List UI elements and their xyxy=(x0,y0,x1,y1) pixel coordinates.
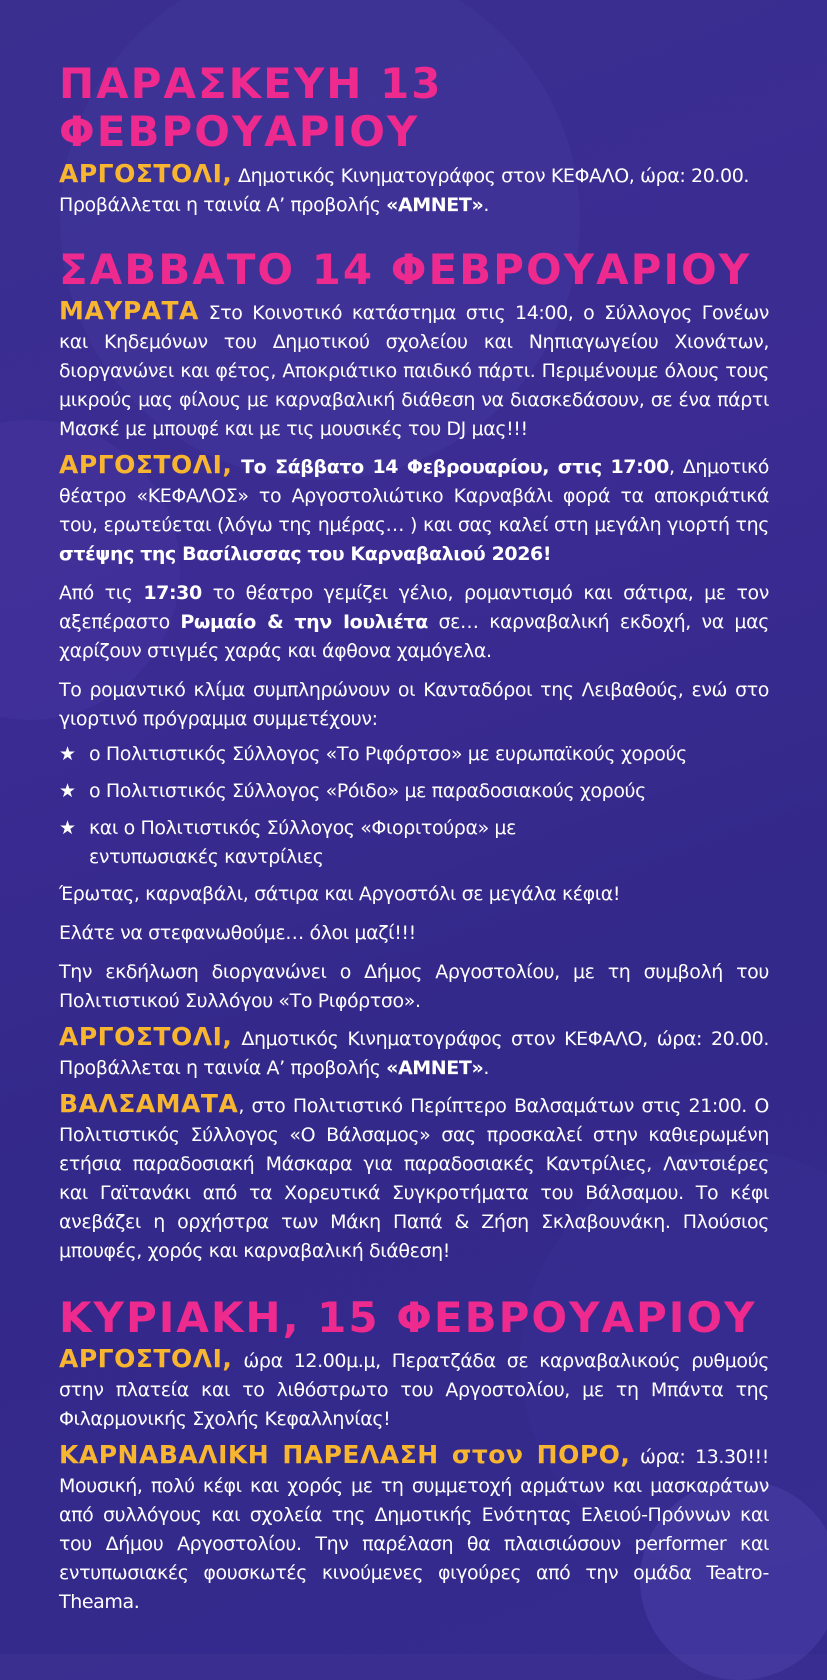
event-text: Δημοτικός Κινηματογράφος στον ΚΕΦΑΛΟ, ώρα: 20.00. Προβάλλεται η ταινία Α’ προβολής xyxy=(59,164,750,216)
day-title: ΣΑΒΒΑΤΟ 14 ΦΕΒΡΟΥΑΡΙΟΥ xyxy=(59,244,752,294)
star-icon: ★ xyxy=(59,816,76,839)
event-mavrata xyxy=(59,296,769,444)
program-page xyxy=(59,60,769,1617)
event-location: ΜΑΥΡΑΤΑ xyxy=(59,295,199,325)
event-datetime: Το Σάββατο 14 Φεβρουαρίου, στις 17:00 xyxy=(232,455,669,478)
event-location: ΚΑΡΝΑΒΑΛΙΚΗ ΠΑΡΕΛΑΣΗ στον ΠΟΡΟ, xyxy=(59,1440,631,1470)
event-text: , Δημοτικό θέατρο «ΚΕΦΑΛΟΣ» το Αργοστολιώτικο Καρναβάλι φορά τα αποκριάτικά του, ερωτεύεται (λόγω της ημέρας… ) και σας καλεί στη μεγάλη γιορτή της xyxy=(59,455,769,536)
text: Από τις xyxy=(59,581,144,604)
event-argostoli-peratzada xyxy=(59,1344,769,1434)
event-argostoli-cinema xyxy=(59,1022,769,1083)
time: 17:30 xyxy=(143,581,202,604)
participant-text: και ο Πολιτιστικός Σύλλογος «Φιοριτούρα» με εντυπωσιακές καντρίλιες xyxy=(89,816,516,868)
event-text: ώρα 12.00μ.μ, Περατζάδα σε καρναβαλικούς ρυθμούς στην πλατεία και το λιθόστρωτο του Αργοστολίου, με τη Μπάντα της Φιλαρμονικής Σχολής Κεφαλληνίας! xyxy=(59,1350,769,1431)
movie-title: «ΑΜΝΕΤ» xyxy=(386,193,484,216)
day-section-sunday xyxy=(59,1294,769,1617)
event-poros-parade xyxy=(59,1440,769,1617)
text: το θέατρο γεμίζει γέλιο, ρομαντισμό και σάτιρα, με τον αξεπέραστο xyxy=(59,581,769,633)
paragraph-come: Ελάτε να στεφανωθούμε… όλοι μαζί!!! xyxy=(59,921,416,944)
paragraph-love: Έρωτας, καρναβάλι, σάτιρα και Αργοστόλι σε μεγάλα κέφια! xyxy=(59,882,621,905)
list-item xyxy=(59,777,769,806)
event-argostoli-theatre xyxy=(59,450,769,569)
list-item xyxy=(59,740,769,769)
event-text-end: . xyxy=(483,193,489,216)
star-icon: ★ xyxy=(59,779,76,802)
event-location: ΑΡΓΟΣΤΟΛΙ, xyxy=(59,1344,233,1374)
event-location: ΑΡΓΟΣΤΟΛΙ, xyxy=(59,449,233,479)
event-location: ΑΡΓΟΣΤΟΛΙ, xyxy=(59,1021,233,1051)
event-location: ΒΑΛΣΑΜΑΤΑ xyxy=(59,1088,239,1118)
paragraph-organizer: Την εκδήλωση διοργανώνει ο Δήμος Αργοστολίου, με τη συμβολή του Πολιτιστικού Συλλόγου «Το Ριφόρτσο». xyxy=(59,960,769,1012)
event-argostoli-cinema xyxy=(59,159,769,220)
event-text: , στο Πολιτιστικό Περίπτερο Βαλσαμάτων στις 21:00. Ο Πολιτιστικός Σύλλογος «Ο Βάλσαμος» σας προσκαλεί στην καθιερωμένη ετήσια παραδοσιακή Μάσκαρα για παραδοσιακές Καντρίλιες, Λαντσιέρες και Γαϊτανάκι από τα Χορευτικά Συγκροτήματα του Βάλσαμου. Το κέφι ανεβάζει η ορχήστρα των Μάκη Παπά & Ζήση Σκλαβουνάκη. Πλούσιος μπουφές, χορός και καρναβαλική διάθεση! xyxy=(59,1094,769,1262)
day-section-friday xyxy=(59,60,769,220)
event-text: Στο Κοινοτικό κατάστημα στις 14:00, ο Σύλλογος Γονέων και Κηδεμόνων του Δημοτικού σχολείου και Νηπιαγωγείου Χιονάτων, διοργανώνει και φέτος, Αποκριάτικο παιδικό πάρτι. Περιμένουμε όλους τους μικρούς μας φίλους με καρναβαλική διάθεση να διασκεδάσουν, σε ένα πάρτι Μασκέ με μπουφέ και με τις μουσικές του DJ μας!!! xyxy=(59,301,769,440)
event-text: Δημοτικός Κινηματογράφος στον ΚΕΦΑΛΟ, ώρα: 20.00. Προβάλλεται η ταινία Α’ προβολής xyxy=(59,1027,769,1079)
movie-title: «ΑΜΝΕΤ» xyxy=(386,1056,484,1079)
paragraph-theatre xyxy=(59,579,769,666)
star-icon: ★ xyxy=(59,742,76,765)
participant-text: ο Πολιτιστικός Σύλλογος «Το Ριφόρτσο» με ευρωπαϊκούς χορούς xyxy=(89,742,687,765)
day-title: ΠΑΡΑΣΚΕΥΗ 13 ΦΕΒΡΟΥΑΡΙΟΥ xyxy=(59,59,443,157)
list-item xyxy=(59,814,559,872)
event-location: ΑΡΓΟΣΤΟΛΙ, xyxy=(59,158,233,188)
event-valsamata xyxy=(59,1089,769,1266)
event-text-end: . xyxy=(483,1056,489,1079)
event-highlight: στέψης της Βασίλισσας του Καρναβαλιού 2026! xyxy=(59,542,552,565)
text: σε… καρναβαλική εκδοχή, να μας χαρίζουν στιγμές χαράς και άφθονα χαμόγελα. xyxy=(59,610,769,662)
paragraph-romantic: Το ρομαντικό κλίμα συμπληρώνουν οι Κανταδόροι της Λειβαθούς, ενώ στο γιορτινό πρόγραμμα συμμετέχουν: xyxy=(59,678,769,730)
day-title: ΚΥΡΙΑΚΗ, 15 ΦΕΒΡΟΥΑΡΙΟΥ xyxy=(59,1292,757,1342)
participant-text: ο Πολιτιστικός Σύλλογος «Ρόιδο» με παραδοσιακούς χορούς xyxy=(89,779,646,802)
day-section-saturday xyxy=(59,246,769,1266)
participants-list xyxy=(59,740,769,872)
event-text: ώρα: 13.30!!! Μουσική, πολύ κέφι και χορός με τη συμμετοχή αρμάτων και μασκαράτων από συλλόγους και σχολεία της Δημοτικής Ενότητας Ελειού-Πρόννων και του Δήμου Αργοστολίου. Την παρέλαση θα πλαισιώσουν performer και εντυπωσιακές φουσκωτές κινούμενες φιγούρες από την ομάδα Teatro-Theama. xyxy=(59,1446,769,1614)
show-title: Ρωμαίο & την Ιουλιέτα xyxy=(180,610,428,633)
